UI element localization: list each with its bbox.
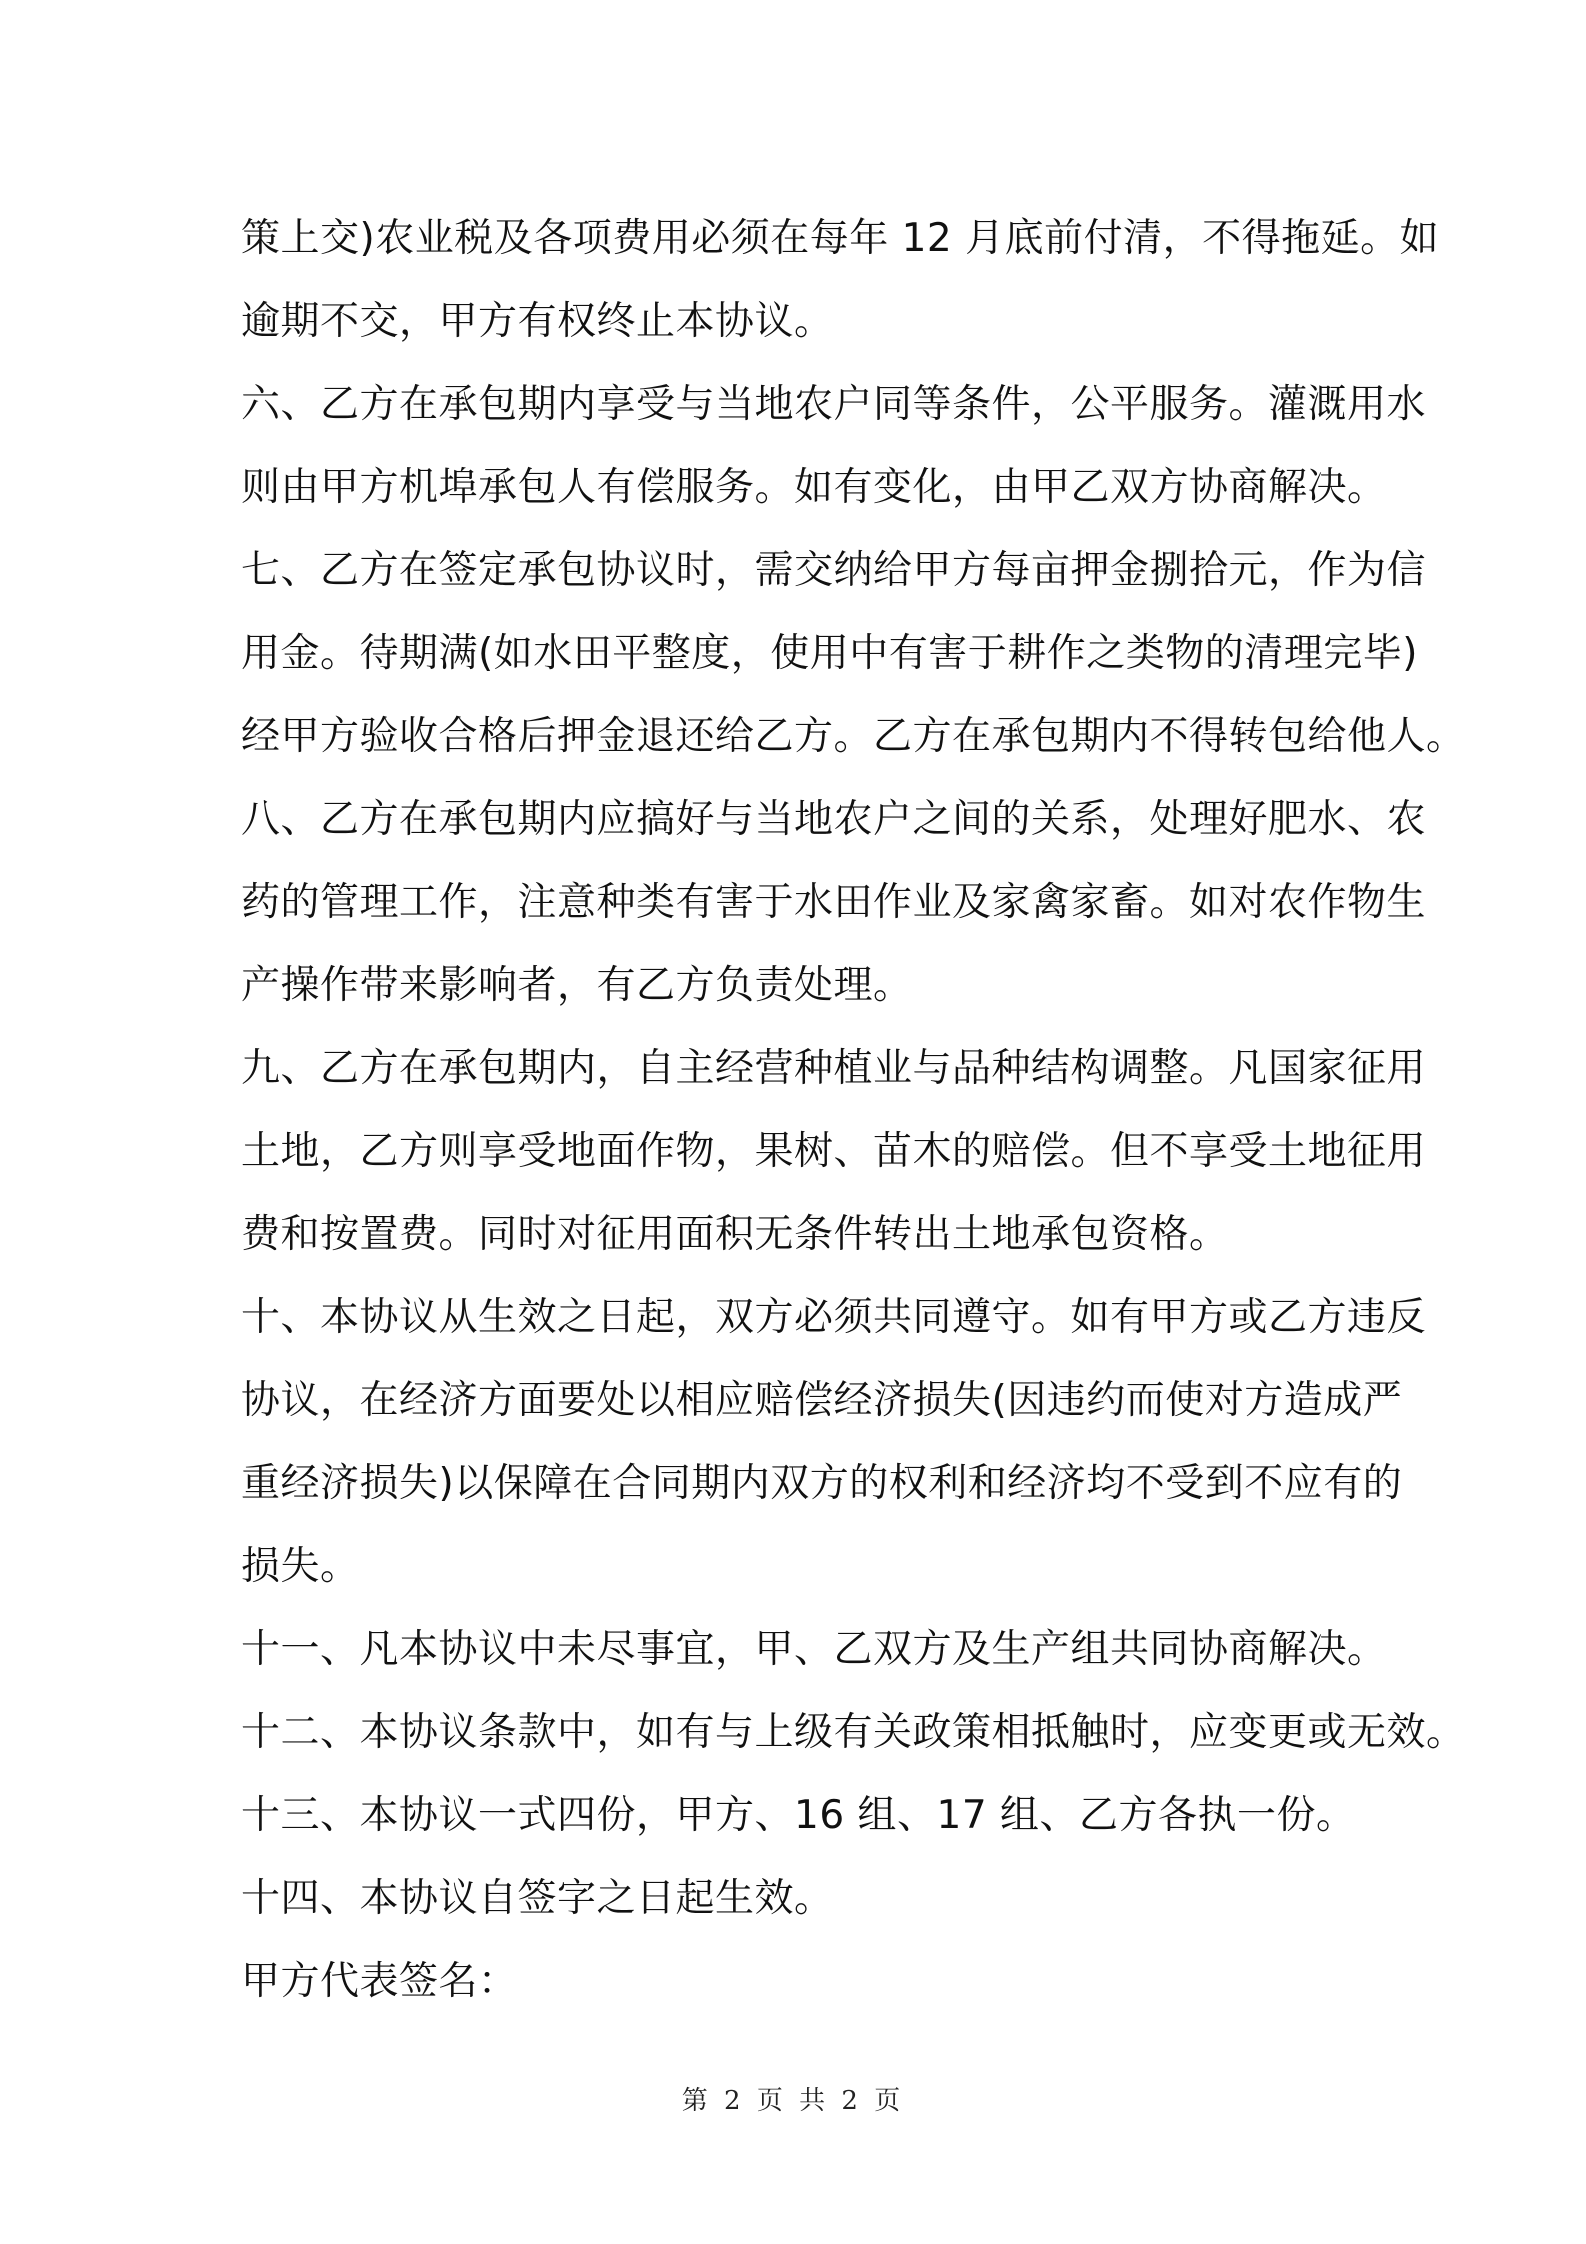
document-body bbox=[241, 197, 1466, 2023]
text-line: 八、乙方在承包期内应搞好与当地农户之间的关系，处理好肥水、农 bbox=[241, 797, 1427, 842]
text-line: 十二、本协议条款中，如有与上级有关政策相抵触时，应变更或无效。 bbox=[241, 1710, 1466, 1755]
text-line: 经甲方验收合格后押金退还给乙方。乙方在承包期内不得转包给他人。 bbox=[241, 714, 1466, 759]
text-line: 逾期不交，甲方有权终止本协议。 bbox=[241, 299, 834, 344]
text-line: 十、本协议从生效之日起，双方必须共同遵守。如有甲方或乙方违反 bbox=[241, 1295, 1427, 1340]
text-line: 策上交)农业税及各项费用必须在每年 12 月底前付清，不得拖延。如 bbox=[241, 216, 1440, 261]
text-line: 土地，乙方则享受地面作物，果树、苗木的赔偿。但不享受土地征用 bbox=[241, 1129, 1427, 1174]
text-line: 九、乙方在承包期内，自主经营种植业与品种结构调整。凡国家征用 bbox=[241, 1046, 1427, 1091]
text-line: 十三、本协议一式四份，甲方、16 组、17 组、乙方各执一份。 bbox=[241, 1793, 1356, 1838]
text-line: 产操作带来影响者，有乙方负责处理。 bbox=[241, 963, 913, 1008]
signature-label: 甲方代表签名： bbox=[241, 1959, 518, 2004]
text-line: 十一、凡本协议中未尽事宜，甲、乙双方及生产组共同协商解决。 bbox=[241, 1627, 1387, 1672]
text-line: 费和按置费。同时对征用面积无条件转出土地承包资格。 bbox=[241, 1212, 1229, 1257]
text-line: 药的管理工作，注意种类有害于水田作业及家禽家畜。如对农作物生 bbox=[241, 880, 1427, 925]
page-number-footer: 第 2 页 共 2 页 bbox=[681, 2086, 905, 2116]
text-line: 则由甲方机埠承包人有偿服务。如有变化，由甲乙双方协商解决。 bbox=[241, 465, 1387, 510]
text-line: 重经济损失)以保障在合同期内双方的权利和经济均不受到不应有的 bbox=[241, 1461, 1403, 1506]
text-line: 用金。待期满(如水田平整度，使用中有害于耕作之类物的清理完毕) bbox=[241, 631, 1418, 676]
text-line: 六、乙方在承包期内享受与当地农户同等条件，公平服务。灌溉用水 bbox=[241, 382, 1427, 427]
text-line: 七、乙方在签定承包协议时，需交纳给甲方每亩押金捌拾元，作为信 bbox=[241, 548, 1427, 593]
text-line: 十四、本协议自签字之日起生效。 bbox=[241, 1876, 834, 1921]
text-line: 损失。 bbox=[241, 1544, 360, 1589]
text-line: 协议，在经济方面要处以相应赔偿经济损失(因违约而使对方造成严 bbox=[241, 1378, 1403, 1423]
